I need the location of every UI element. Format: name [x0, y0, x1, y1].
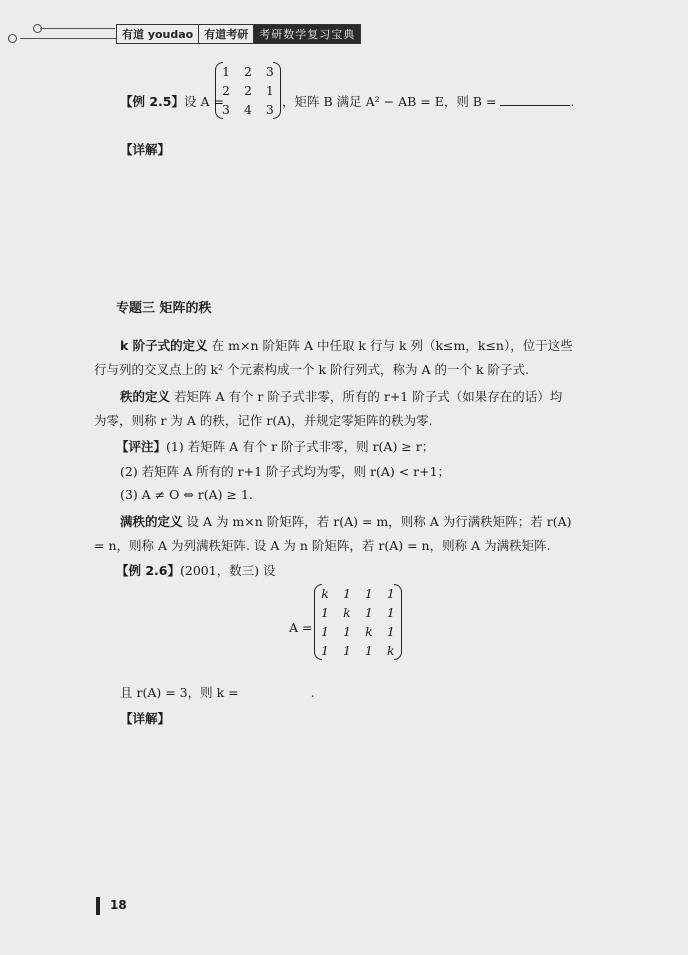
- term-kminor: k 阶子式的定义: [120, 338, 208, 353]
- example-2-5-suffix: [282, 92, 574, 110]
- example-label: 【例 2.5】: [120, 94, 184, 109]
- matrix-cell: 2: [222, 83, 230, 98]
- header-ornament-circle: [8, 34, 17, 43]
- matrix-cell: 1: [364, 586, 373, 601]
- matrix-cell: 1: [321, 624, 329, 639]
- page-number: 18: [110, 898, 127, 912]
- matrix-cell: 1: [342, 624, 351, 639]
- note-text: (1) 若矩阵 A 有个 r 阶子式非零，则 r(A) ≥ r；: [166, 439, 435, 454]
- term-rank: 秩的定义: [120, 389, 171, 404]
- book-title: 考研数学复习宝典: [254, 25, 360, 43]
- para-kminor-line1: [120, 336, 573, 354]
- para-text: 在 m×n 阶矩阵 A 中任取 k 行与 k 列（k≤m，k≤n），位于这些: [207, 338, 573, 353]
- note-line1: [116, 437, 434, 455]
- period: .: [570, 94, 575, 109]
- para-text: 设 A 为 m×n 阶矩阵，若 r(A) = m，则称 A 为行满秩矩阵；若 r(A): [182, 514, 572, 529]
- period: .: [310, 685, 315, 700]
- example-2-5-prefix: [120, 92, 224, 110]
- matrix-cell: 1: [342, 586, 351, 601]
- matrix-cell: 1: [364, 605, 373, 620]
- matrix-cell: 1: [386, 605, 395, 620]
- matrix-cell: 3: [265, 102, 274, 117]
- condition-text: 且 r(A) = 3，则 k =: [120, 685, 239, 700]
- matrix-cell: 2: [243, 64, 252, 79]
- right-paren: [273, 62, 281, 119]
- matrix-a-2-6: [314, 584, 402, 660]
- detail-heading: 【详解】: [120, 142, 171, 157]
- para-text: 若矩阵 A 有个 r 阶子式非零，所有的 r+1 阶子式（如果存在的话）均: [170, 389, 563, 404]
- right-paren: [394, 584, 402, 660]
- page-number-bar: [96, 897, 100, 915]
- matrix-a-2-5: [215, 62, 281, 119]
- matrix-lhs: A =: [289, 620, 313, 635]
- example-2-6-condition: [120, 683, 315, 701]
- brand-sub: 有道考研: [199, 25, 254, 43]
- note-label: 【评注】: [116, 439, 167, 454]
- matrix-cell: 1: [386, 624, 395, 639]
- matrix-cell: 1: [342, 643, 351, 658]
- para-rank-line2: 为零，则称 r 为 A 的秩，记作 r(A)，并规定零矩阵的秩为零.: [94, 413, 433, 428]
- matrix-cell: 1: [321, 643, 329, 658]
- left-paren: [215, 62, 223, 119]
- detail-heading: 【详解】: [120, 711, 171, 726]
- example-2-6-heading: [116, 561, 276, 579]
- para-fullrank-line1: [120, 512, 572, 530]
- matrix-cell: 4: [243, 102, 252, 117]
- matrix-cell: 1: [222, 64, 230, 79]
- matrix-cell: 1: [386, 586, 395, 601]
- matrix-cell: 1: [364, 643, 373, 658]
- matrix-cell: k: [343, 605, 351, 620]
- para-kminor-line2: 行与列的交叉点上的 k² 个元素构成一个 k 阶行列式，称为 A 的一个 k 阶子式.: [94, 362, 530, 377]
- header-ornament-line: [40, 28, 115, 29]
- section-title: 专题三 矩阵的秩: [116, 301, 212, 316]
- answer-blank[interactable]: [500, 105, 570, 106]
- example-source: (2001，数三) 设: [180, 563, 276, 578]
- matrix-cell: 1: [265, 83, 274, 98]
- answer-blank[interactable]: [243, 696, 311, 697]
- matrix-cell: 2: [243, 83, 252, 98]
- note-line3: (3) A ≠ O ⇔ r(A) ≥ 1.: [120, 487, 253, 502]
- matrix-cell: k: [321, 586, 329, 601]
- header-ornament-line: [20, 38, 120, 39]
- header-banner: [116, 24, 361, 44]
- matrix-cell: k: [365, 624, 373, 639]
- left-paren: [314, 584, 322, 660]
- note-line2: (2) 若矩阵 A 所有的 r+1 阶子式均为零，则 r(A) < r+1；: [120, 464, 451, 479]
- para-rank-line1: [120, 387, 562, 405]
- example-text: 设 A =: [184, 94, 224, 109]
- matrix-cell: 3: [265, 64, 274, 79]
- para-fullrank-line2: = n，则称 A 为列满秩矩阵. 设 A 为 n 阶矩阵，若 r(A) = n，则称 A 为满秩矩阵.: [94, 538, 551, 553]
- matrix-cell: 1: [321, 605, 329, 620]
- example-label: 【例 2.6】: [116, 563, 180, 578]
- matrix-cell: k: [387, 643, 395, 658]
- term-fullrank: 满秩的定义: [120, 514, 183, 529]
- brand-logo: 有道 youdao: [117, 25, 199, 43]
- example-text: ，矩阵 B 满足 A² − AB = E，则 B =: [282, 94, 497, 109]
- matrix-cell: 3: [222, 102, 230, 117]
